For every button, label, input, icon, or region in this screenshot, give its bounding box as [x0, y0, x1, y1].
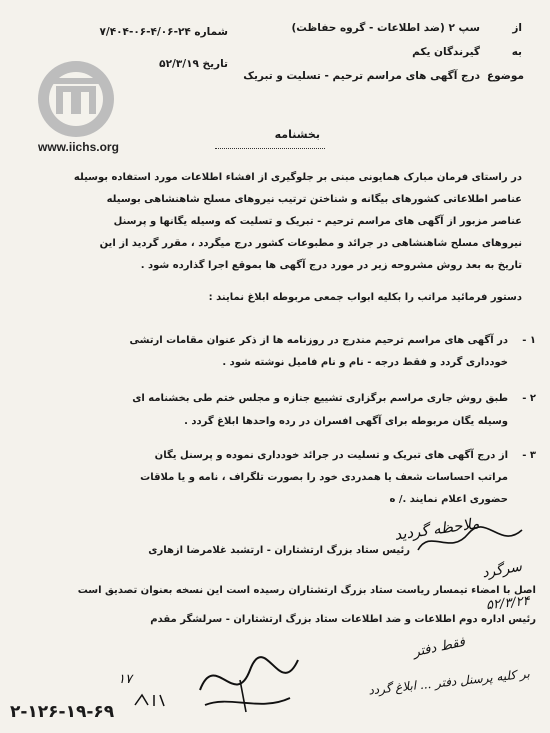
margin-scribble-icon — [410, 520, 530, 560]
title-underline — [215, 148, 325, 149]
item-line: حضوری اعلام نمایند ./ ه — [389, 494, 508, 505]
item-number: ۱ - — [522, 335, 536, 346]
letter-date: تاریخ ۵۲/۳/۱۹ — [159, 58, 228, 70]
item-number: ۳ - — [522, 450, 536, 461]
item-line: مراتب احساسات شعف یا همدردی خود را بصورت تلگراف ، نامه و یا ملاقات — [140, 472, 508, 483]
handwritten-note: فقط دفتر — [411, 634, 466, 661]
paragraph-line: عناصر اطلاعاتی کشورهای بیگانه و شناختن ترتیب نیروهای مسلح شاهنشاهی بوسیله — [106, 194, 522, 205]
letter-number: شماره ۲۴-۴/۰۶-۰۶-۷/۴۰۴ — [99, 26, 228, 38]
subject-label: موضوع — [487, 70, 524, 82]
subject-value: درج آگهی های مراسم ترحیم - تسلیت و تبریک — [243, 70, 480, 82]
handwritten-note: ملاحظه گردید — [393, 514, 481, 544]
item-line: وسیله یگان مربوطه برای آگهی افسران در رده واحدها ابلاغ گردد . — [184, 416, 508, 427]
handwritten-number: ۱۷ — [118, 672, 132, 687]
paragraph-line: تاریخ به بعد روش مشروحه زیر در مورد درج آگهی ها بموقع اجرا گذارده شود . — [140, 260, 522, 271]
instruction-line: دستور فرمائید مراتب را بکلیه ابواب جمعی مربوطه ابلاغ نمایند : — [208, 292, 522, 303]
paragraph-line: در راستای فرمان مبارک همایونی مبنی بر جلوگیری از افشاء اطلاعات مورد استفاده بوسیله — [73, 172, 522, 183]
iichs-logo-icon — [30, 58, 122, 140]
item-line: خودداری گردد و فقط درجه - نام و نام فامیل نوشته شود . — [222, 357, 508, 368]
item-line: در آگهی های مراسم ترحیم مندرج در روزنامه ها از ذکر عنوان مقامات ارتشی — [129, 335, 508, 346]
signature-line: رئیس ستاد بزرگ ارتشتاران - ارتشبد غلامرضا ازهاری — [148, 545, 410, 556]
handwritten-instruction: بر کلیه پرسنل دفتر ... ابلاغ گردد — [367, 666, 531, 698]
bottom-archive-code: ۲-۱۲۶-۱۹-۶۹ — [10, 702, 115, 722]
from-label: از — [512, 22, 522, 34]
item-line: از درج آگهی های تبریک و تسلیت در جرائد خودداری نموده و پرسنل یگان — [154, 450, 508, 461]
footer-line: رئیس اداره دوم اطلاعات و ضد اطلاعات ستاد بزرگ ارتشتاران - سرلشگر مقدم — [150, 614, 536, 625]
paragraph-line: نیروهای مسلح شاهنشاهی در جرائد و مطبوعات کشور درج میگردد ، مقرر گردید از این — [99, 238, 522, 249]
item-number: ۲ - — [522, 393, 536, 404]
item-line: طبق روش جاری مراسم برگزاری تشییع جنازه و مجلس ختم طی بخشنامه ای — [132, 393, 508, 404]
paragraph-line: عناصر مزبور از آگهی های مراسم ترحیم - تبریک و تسلیت که وسیله یگانها و پرسنل — [113, 216, 522, 227]
small-mark-icon — [130, 690, 170, 710]
to-label: به — [511, 46, 522, 58]
watermark-site: www.iichs.org — [38, 140, 119, 154]
signature-scribble-icon — [180, 640, 320, 720]
to-value: گیرندگان یکم — [412, 46, 480, 58]
footer-line: اصل با امضاء تیمسار ریاست ستاد بزرگ ارتشتاران رسیده است این نسخه بعنوان تصدیق است — [77, 585, 536, 596]
handwritten-date: ۵۲/۳/۲۴ — [485, 593, 531, 614]
circular-title: بخشنامه — [274, 128, 320, 141]
from-value: سپ ۲ (ضد اطلاعات - گروه حفاظت) — [291, 22, 480, 34]
handwritten-note: سرگرد — [480, 558, 524, 582]
